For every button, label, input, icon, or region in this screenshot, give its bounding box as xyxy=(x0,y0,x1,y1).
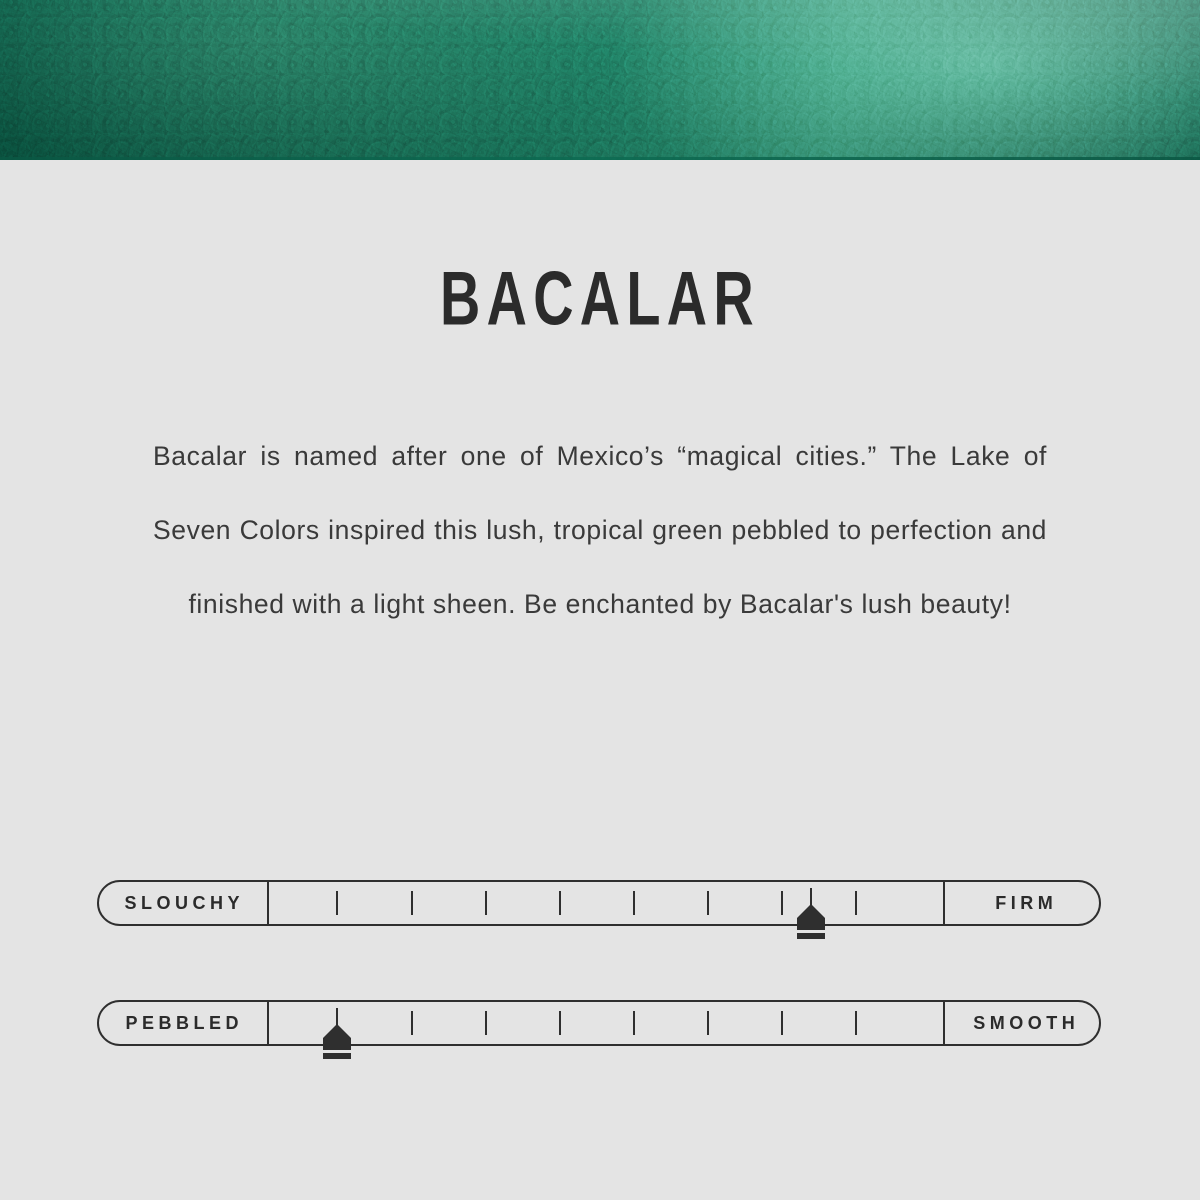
slider-tick xyxy=(781,891,783,915)
slider-tick xyxy=(559,1011,561,1035)
slider-right-label: FIRM xyxy=(943,880,1103,926)
slider-tick xyxy=(485,891,487,915)
slider-tick xyxy=(411,891,413,915)
slider-handle-texture[interactable] xyxy=(314,1008,360,1064)
slider-tick-group xyxy=(269,1000,943,1046)
slider-tick xyxy=(411,1011,413,1035)
slider-tick xyxy=(633,891,635,915)
slider-tick xyxy=(336,891,338,915)
slider-tick xyxy=(781,1011,783,1035)
slider-tick xyxy=(855,891,857,915)
slider-tick-group xyxy=(269,880,943,926)
bottom-spacer xyxy=(0,641,1200,642)
slider-tick xyxy=(633,1011,635,1035)
slider-left-label: SLOUCHY xyxy=(97,880,269,926)
product-description: Bacalar is named after one of Mexico’s “magical cities.” The Lake of Seven Colors inspired this lush, tropical green pebbled to perfection and finished with a light sheen. Be enchanted by Bacalar's lush beauty! xyxy=(153,441,1047,619)
attribute-sliders xyxy=(0,880,1200,1120)
slider-structure[interactable] xyxy=(97,880,1103,928)
leather-sheen-overlay xyxy=(0,0,1200,160)
product-content xyxy=(0,256,1200,641)
slider-texture[interactable] xyxy=(97,1000,1103,1048)
slider-left-label: PEBBLED xyxy=(97,1000,269,1046)
banner-bottom-edge xyxy=(0,157,1200,160)
slider-tick xyxy=(707,891,709,915)
slider-tick xyxy=(707,1011,709,1035)
slider-tick xyxy=(855,1011,857,1035)
slider-tick xyxy=(559,891,561,915)
page-title: BACALAR xyxy=(440,257,760,342)
slider-right-label: SMOOTH xyxy=(943,1000,1103,1046)
slider-handle-structure[interactable] xyxy=(788,888,834,944)
leather-swatch-banner xyxy=(0,0,1200,160)
slider-tick xyxy=(485,1011,487,1035)
